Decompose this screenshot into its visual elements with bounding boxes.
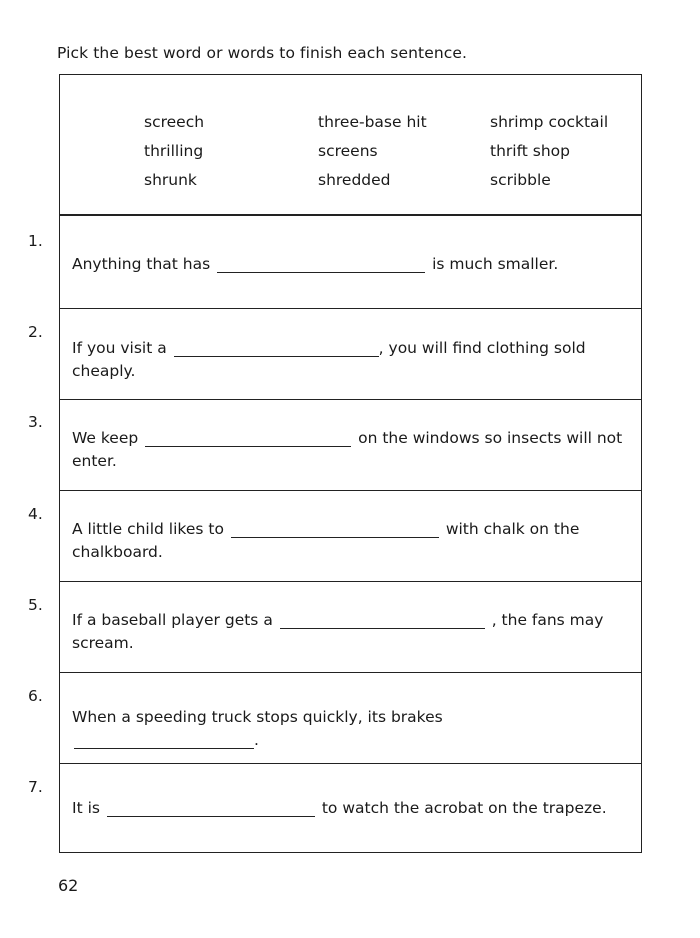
word-bank-word: three-base hit (318, 113, 427, 131)
answer-blank-1[interactable] (217, 256, 425, 273)
sentence-7 (72, 797, 627, 820)
word-bank-column-2 (318, 108, 427, 195)
question-row-5 (60, 582, 641, 673)
word-bank (60, 75, 641, 216)
sentence-3 (72, 427, 627, 473)
question-row-7 (60, 764, 641, 852)
sentence-4-before: A little child likes to (72, 520, 224, 538)
answer-blank-7[interactable] (107, 800, 315, 817)
word-bank-word: shrimp cocktail (490, 113, 609, 131)
sentence-1 (72, 253, 627, 276)
sentence-2 (72, 337, 627, 383)
sentence-1-before: Anything that has (72, 255, 211, 273)
item-number-2: 2. (28, 323, 43, 341)
word-bank-word: screens (318, 142, 378, 160)
item-number-3: 3. (28, 413, 43, 431)
question-row-2 (60, 309, 641, 400)
answer-blank-2[interactable] (174, 340, 379, 357)
sentence-5-before: If a baseball player gets a (72, 611, 273, 629)
word-bank-word: shredded (318, 171, 391, 189)
question-row-1 (60, 216, 641, 309)
word-bank-column-1 (144, 108, 204, 195)
sentence-2-after: , you will find clothing sold cheaply. (72, 339, 586, 380)
word-bank-column-3 (490, 108, 608, 195)
sentence-7-after: to watch the acrobat on the trapeze. (321, 799, 607, 817)
item-number-6: 6. (28, 687, 43, 705)
question-row-3 (60, 400, 641, 491)
sentence-3-before: We keep (72, 429, 139, 447)
sentence-1-after: is much smaller. (432, 255, 559, 273)
answer-blank-5[interactable] (280, 612, 485, 629)
worksheet-box (59, 74, 642, 853)
item-number-7: 7. (28, 778, 43, 796)
sentence-3-after: on the windows so insects will not enter. (72, 429, 623, 470)
sentence-6-before: When a speeding truck stops quickly, its brakes (72, 708, 443, 726)
answer-blank-4[interactable] (231, 521, 439, 538)
sentence-5 (72, 609, 627, 655)
item-number-1: 1. (28, 232, 43, 250)
question-row-6 (60, 673, 641, 764)
word-bank-word: screech (144, 113, 205, 131)
sentence-5-after: , the fans may scream. (72, 611, 604, 652)
word-bank-word: shrunk (144, 171, 197, 189)
word-bank-word: thrift shop (490, 142, 570, 160)
sentence-6 (72, 706, 627, 752)
sentence-6-after: . (254, 731, 259, 749)
answer-blank-3[interactable] (145, 430, 351, 447)
instructions: Pick the best word or words to finish each sentence. (57, 44, 468, 62)
question-row-4 (60, 491, 641, 582)
item-number-4: 4. (28, 505, 43, 523)
sentence-4 (72, 518, 627, 564)
answer-blank-6[interactable] (74, 732, 254, 749)
word-bank-word: thrilling (144, 142, 204, 160)
page-number: 62 (58, 876, 79, 895)
sentence-4-after: with chalk on the chalkboard. (72, 520, 580, 561)
word-bank-word: scribble (490, 171, 551, 189)
sentence-7-before: It is (72, 799, 100, 817)
sentence-2-before: If you visit a (72, 339, 167, 357)
item-number-5: 5. (28, 596, 43, 614)
